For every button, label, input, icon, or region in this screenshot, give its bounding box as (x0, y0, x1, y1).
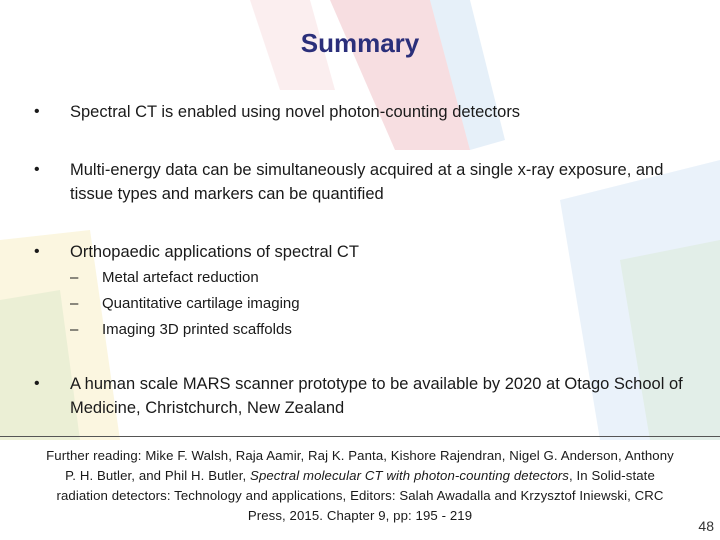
sub-bullet-text: Quantitative cartilage imaging (102, 295, 300, 312)
further-reading-chapter-title: Spectral molecular CT with photon-counting detectors (250, 468, 569, 483)
bullet-text: Spectral CT is enabled using novel photon-counting detectors (70, 103, 521, 121)
sub-bullet-item (70, 320, 670, 340)
bullet-symbol: • (34, 375, 40, 392)
sub-bullet-symbol: – (70, 269, 79, 286)
sub-bullet-item (70, 294, 670, 314)
page-number: 48 (698, 518, 714, 534)
bullet-item (34, 158, 684, 206)
sub-bullet-symbol: – (70, 321, 79, 338)
sub-bullet-text: Imaging 3D printed scaffolds (102, 321, 292, 338)
bullet-item (34, 372, 684, 420)
bullet-symbol: • (34, 103, 40, 120)
sub-bullet-item (70, 268, 670, 288)
bullet-symbol: • (34, 243, 40, 260)
sub-bullet-symbol: – (70, 295, 79, 312)
bullet-text: A human scale MARS scanner prototype to be available by 2020 at Otago School of Medicine, Christchurch, New Zealand (70, 375, 683, 417)
bullet-text: Multi-energy data can be simultaneously acquired at a single x-ray exposure, and tissue types and markers can be quantified (70, 161, 664, 203)
bullet-item (34, 240, 684, 264)
bullet-symbol: • (34, 161, 40, 178)
bullet-item (34, 100, 684, 124)
further-reading-text: Further reading: Mike F. Walsh, Raja Aamir, Raj K. Panta, Kishore Rajendran, Nigel G. Anderson, Anthony P. H. Butler, and Phil H. Butler, (46, 448, 674, 483)
footer-divider (0, 436, 720, 437)
sub-bullet-text: Metal artefact reduction (102, 269, 259, 286)
further-reading-source: , In Solid-state radiation detectors: Technology and applications, Editors: Salah Awadalla and Krzysztof Iniewski, CRC Press, 2015. Chapter 9, pp: 195 - 219 (56, 468, 664, 523)
bullet-text: Orthopaedic applications of spectral CT (70, 243, 359, 261)
slide-title: Summary (300, 28, 420, 58)
further-reading-note (40, 446, 680, 526)
